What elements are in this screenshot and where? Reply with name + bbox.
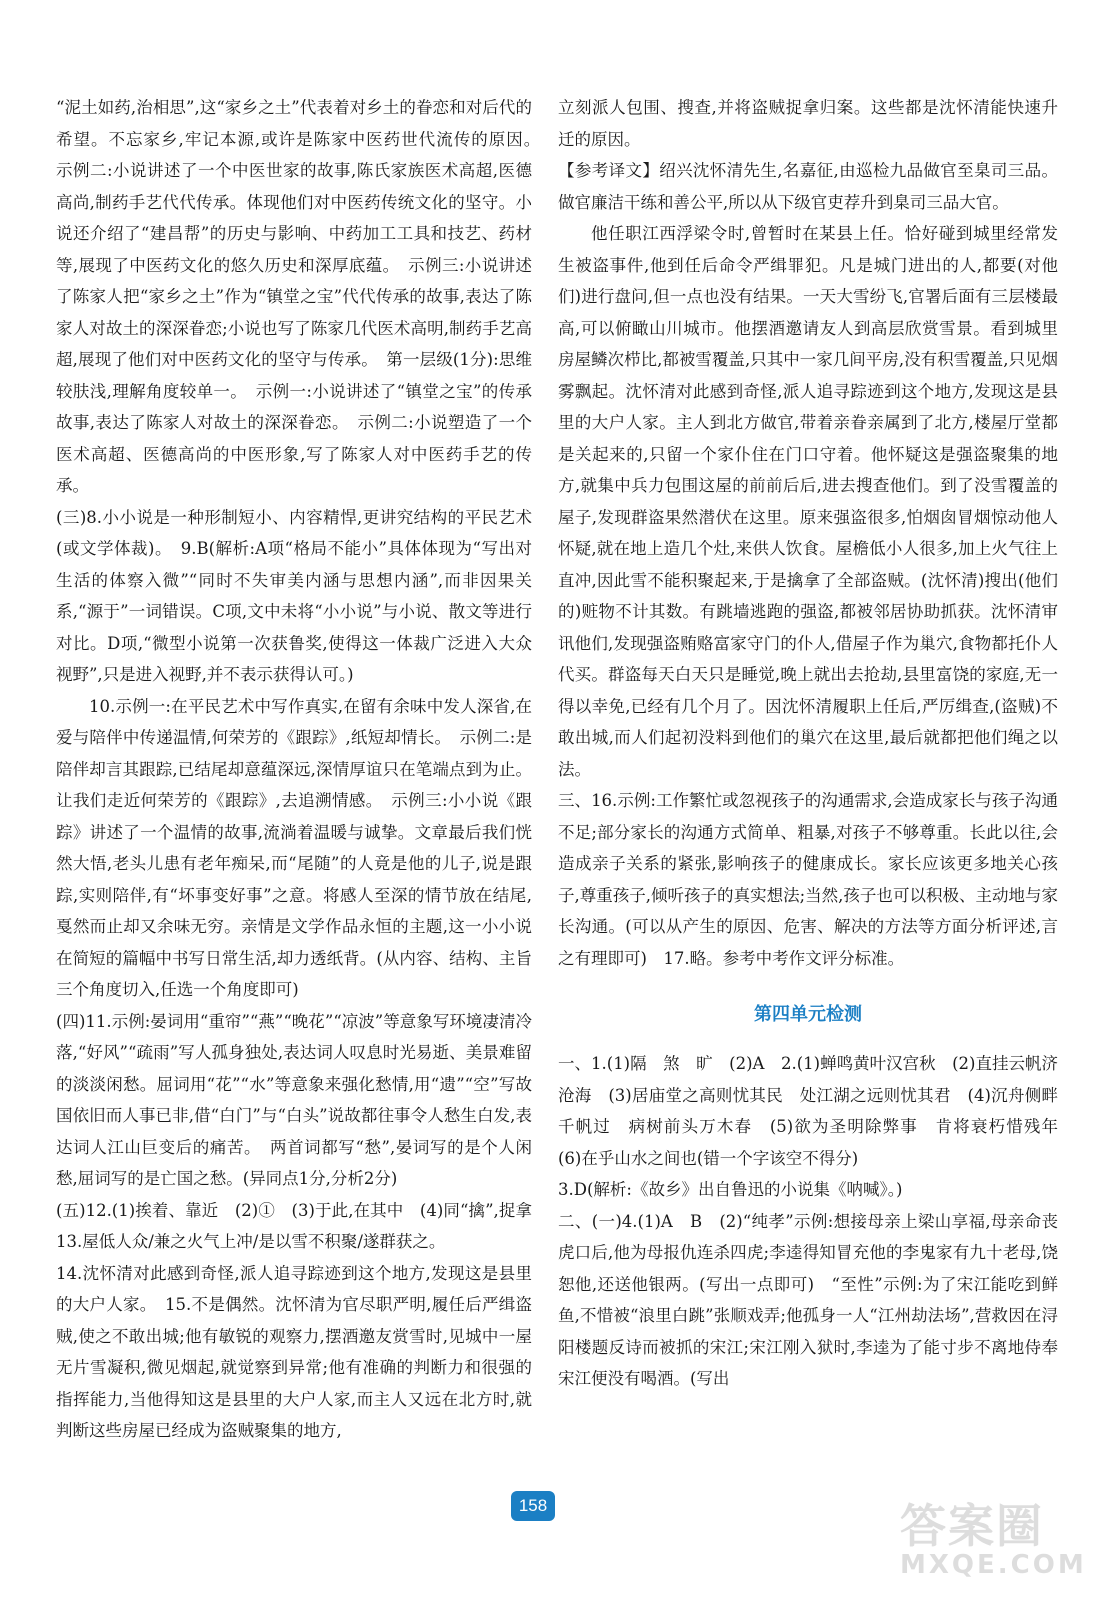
right-para-4: 三、16.示例:工作繁忙或忽视孩子的沟通需求,会造成家长与孩子沟通不足;部分家长的沟通方式简单、粗暴,对孩子不够尊重。长此以往,会造成亲子关系的紧张,影响孩子的健康成长。家长应该更多地关心孩子,尊重孩子,倾听孩子的真实想法;当然,孩子也可以积极、主动地与家长沟通。(可以从产生的原因、危害、解决的方法等方面分析评述,言之有理即可) 17.略。参考中考作文评分标准。 (558, 791, 1058, 968)
left-para-5: (五)12.(1)挨着、靠近 (2)① (3)于此,在其中 (4)同“擒”,捉拿 13.屋低人众/兼之火气上冲/是以雪不积聚/遂群获之。 (56, 1200, 549, 1251)
unit4-para-1: 一、1.(1)隔 煞 旷 (2)A 2.(1)蝉鸣黄叶汉宫秋 (2)直挂云帆济沧海 (3)居庙堂之高则忧其民 处江湖之远则忧其君 (4)沉舟侧畔千帆过 病树前头万木春 (5)欲为圣明除弊事 肯将衰朽惜残年 (6)在乎山水之间也(错一个字该空不得分) (558, 1054, 1075, 1168)
unit4-para-3: 二、(一)4.(1)A B (2)“纯孝”示例:想接母亲上梁山享福,母亲命丧虎口后,他为母报仇连杀四虎;李逵得知冒充他的李鬼家有九十老母,饶恕他,还送他银两。(写出一点即可) “至性”示例:为了宋江能吃到鲜鱼,不惜被“浪里白跳”张顺戏弄;他孤身一人“江州劫法场”,营救因在浔阳楼题反诗而被抓的宋江;宋江刚入狱时,李逵为了能寸步不离地侍奉宋江便没有喝酒。(写出 (558, 1211, 1058, 1388)
watermark-line2: MXQE.COM (900, 1550, 1087, 1580)
left-para-4: (四)11.示例:晏词用“重帘”“燕”“晚花”“凉波”等意象写环境凄清冷落,“好风”“疏雨”写人孤身独处,表达词人叹息时光易逝、美景难留的淡淡闲愁。屈词用“花”“水”等意象来强化愁情,用“遗”“空”写故国依旧而人事已非,借“白门”与“白头”说故都往事令人愁生白发,表达词人江山巨变后的痛苦。 两首词都写“愁”,晏词写的是个人闲愁,屈词写的是亡国之愁。(异同点1分,分析2分) (56, 1011, 532, 1188)
watermark-line1: 答案圈 (900, 1499, 1044, 1553)
right-para-1: 立刻派人包围、搜查,并将盗贼捉拿归案。这些都是沈怀清能快速升迁的原因。 (558, 98, 1058, 149)
left-column (56, 92, 549, 1447)
left-para-1: “泥土如药,治相思”,这“家乡之土”代表着对乡土的眷恋和对后代的希望。不忘家乡,牢记本源,或许是陈家中医药世代流传的原因。 示例二:小说讲述了一个中医世家的故事,陈氏家族医术高超,医德高尚,制药手艺代代传承。体现他们对中医药传统文化的坚守。小说还介绍了“建昌帮”的历史与影响、中药加工工具和技艺、药材等,展现了中医药文化的悠久历史和深厚底蕴。 示例三:小说讲述了陈家人把“家乡之土”作为“镇堂之宝”代代传承的故事,表达了陈家人对故土的深深眷恋;小说也写了陈家几代医术高明,制药手艺高超,展现了他们对中医药文化的坚守与传承。 第一层级(1分):思维较肤浅,理解角度较单一。 示例一:小说讲述了“镇堂之宝”的传承故事,表达了陈家人对故土的深深眷恋。 示例二:小说塑造了一个医术高超、医德高尚的中医形象,写了陈家人对中医药手艺的传承。 (56, 98, 549, 495)
page-number: 158 (511, 1491, 555, 1521)
reference-translation-intro: 【参考译文】绍兴沈怀清先生,名嘉征,由巡检九品做官至臬司三品。做官廉洁干练和善公平,所以从下级官吏荐升到臬司三品大官。 (558, 161, 1058, 212)
left-para-6: 14.沈怀清对此感到奇怪,派人追寻踪迹到这个地方,发现这是县里的大户人家。 15.不是偶然。沈怀清为官尽职严明,履任后严缉盗贼,使之不敢出城;他有敏锐的观察力,摆酒邀友赏雪时,见城中一屋无片雪凝积,微见烟起,就觉察到异常;他有准确的判断力和很强的指挥能力,当他得知这是县里的大户人家,而主人又远在北方时,就判断这些房屋已经成为盗贼聚集的地方, (56, 1263, 532, 1440)
watermark-logo (900, 1490, 1100, 1590)
unit4-para-2: 3.D(解析:《故乡》出自鲁迅的小说集《呐喊》。) (558, 1180, 903, 1199)
left-para-3: 10.示例一:在平民艺术中写作真实,在留有余味中发人深省,在爱与陪伴中传递温情,何荣芳的《跟踪》,纸短却情长。 示例二:是陪伴却言其跟踪,已结尾却意蕴深远,深情厚谊只在笔端点到为止。让我们走近何荣芳的《跟踪》,去追溯情感。 示例三:小小说《跟踪》讲述了一个温情的故事,流淌着温暖与诚挚。文章最后我们恍然大悟,老头儿患有老年痴呆,而“尾随”的人竟是他的儿子,说是跟踪,实则陪伴,有“坏事变好事”之意。将感人至深的情节放在结尾,戛然而止却又余味无穷。亲情是文学作品永恒的主题,这一小小说在简短的篇幅中书写日常生活,却力透纸背。(从内容、结构、主旨三个角度切入,任选一个角度即可) (56, 696, 532, 999)
left-para-2: (三)8.小小说是一种形制短小、内容精悍,更讲究结构的平民艺术(或文学体裁)。 9.B(解析:A项“格局不能小”具体体现为“写出对生活的体察入微”“同时不失审美内涵与思想内涵”,而非因果关系,“源于”一词错误。C项,文中未将“小小说”与小说、散文等进行对比。D项,“微型小说第一次获鲁奖,使得这一体裁广泛进入大众视野”,只是进入视野,并不表示获得认可。) (56, 507, 532, 684)
right-column (558, 92, 1075, 1395)
reference-translation-body: 他任职江西浮梁令时,曾暂时在某县上任。恰好碰到城里经常发生被盗事件,他到任后命令严缉罪犯。凡是城门进出的人,都要(对他们)进行盘问,但一点也没有结果。一天大雪纷飞,官署后面有三层楼最高,可以俯瞰山川城市。他摆酒邀请友人到高层欣赏雪景。看到城里房屋鳞次栉比,都被雪覆盖,只其中一家几间平房,没有积雪覆盖,只见烟雾飘起。沈怀清对此感到奇怪,派人追寻踪迹到这个地方,发现这是县里的大户人家。主人到北方做官,带着亲眷亲属到了北方,楼屋厅堂都是关起来的,只留一个家仆住在门口守着。他怀疑这是强盗聚集的地方,就集中兵力包围这屋的前前后后,进去搜查他们。到了没雪覆盖的屋子,发现群盗果然潜伏在这里。原来强盗很多,怕烟囱冒烟惊动他人怀疑,就在地上造几个灶,来供人饮食。屋檐低小人很多,加上火气往上直冲,因此雪不能积聚起来,于是擒拿了全部盗贼。(沈怀清)搜出(他们的)赃物不计其数。有跳墙逃跑的强盗,都被邻居协助抓获。沈怀清审讯他们,发现强盗贿赂富家守门的仆人,借屋子作为巢穴,食物都托仆人代买。群盗每天白天只是睡觉,晚上就出去抢劫,县里富饶的家庭,无一得以幸免,已经有几个月了。因沈怀清履职上任后,严厉缉查,(盗贼)不敢出城,而人们起初没料到他们的巢穴在这里,最后就都把他们绳之以法。 (558, 224, 1058, 779)
section-title: 第四单元检测 (754, 1004, 862, 1025)
